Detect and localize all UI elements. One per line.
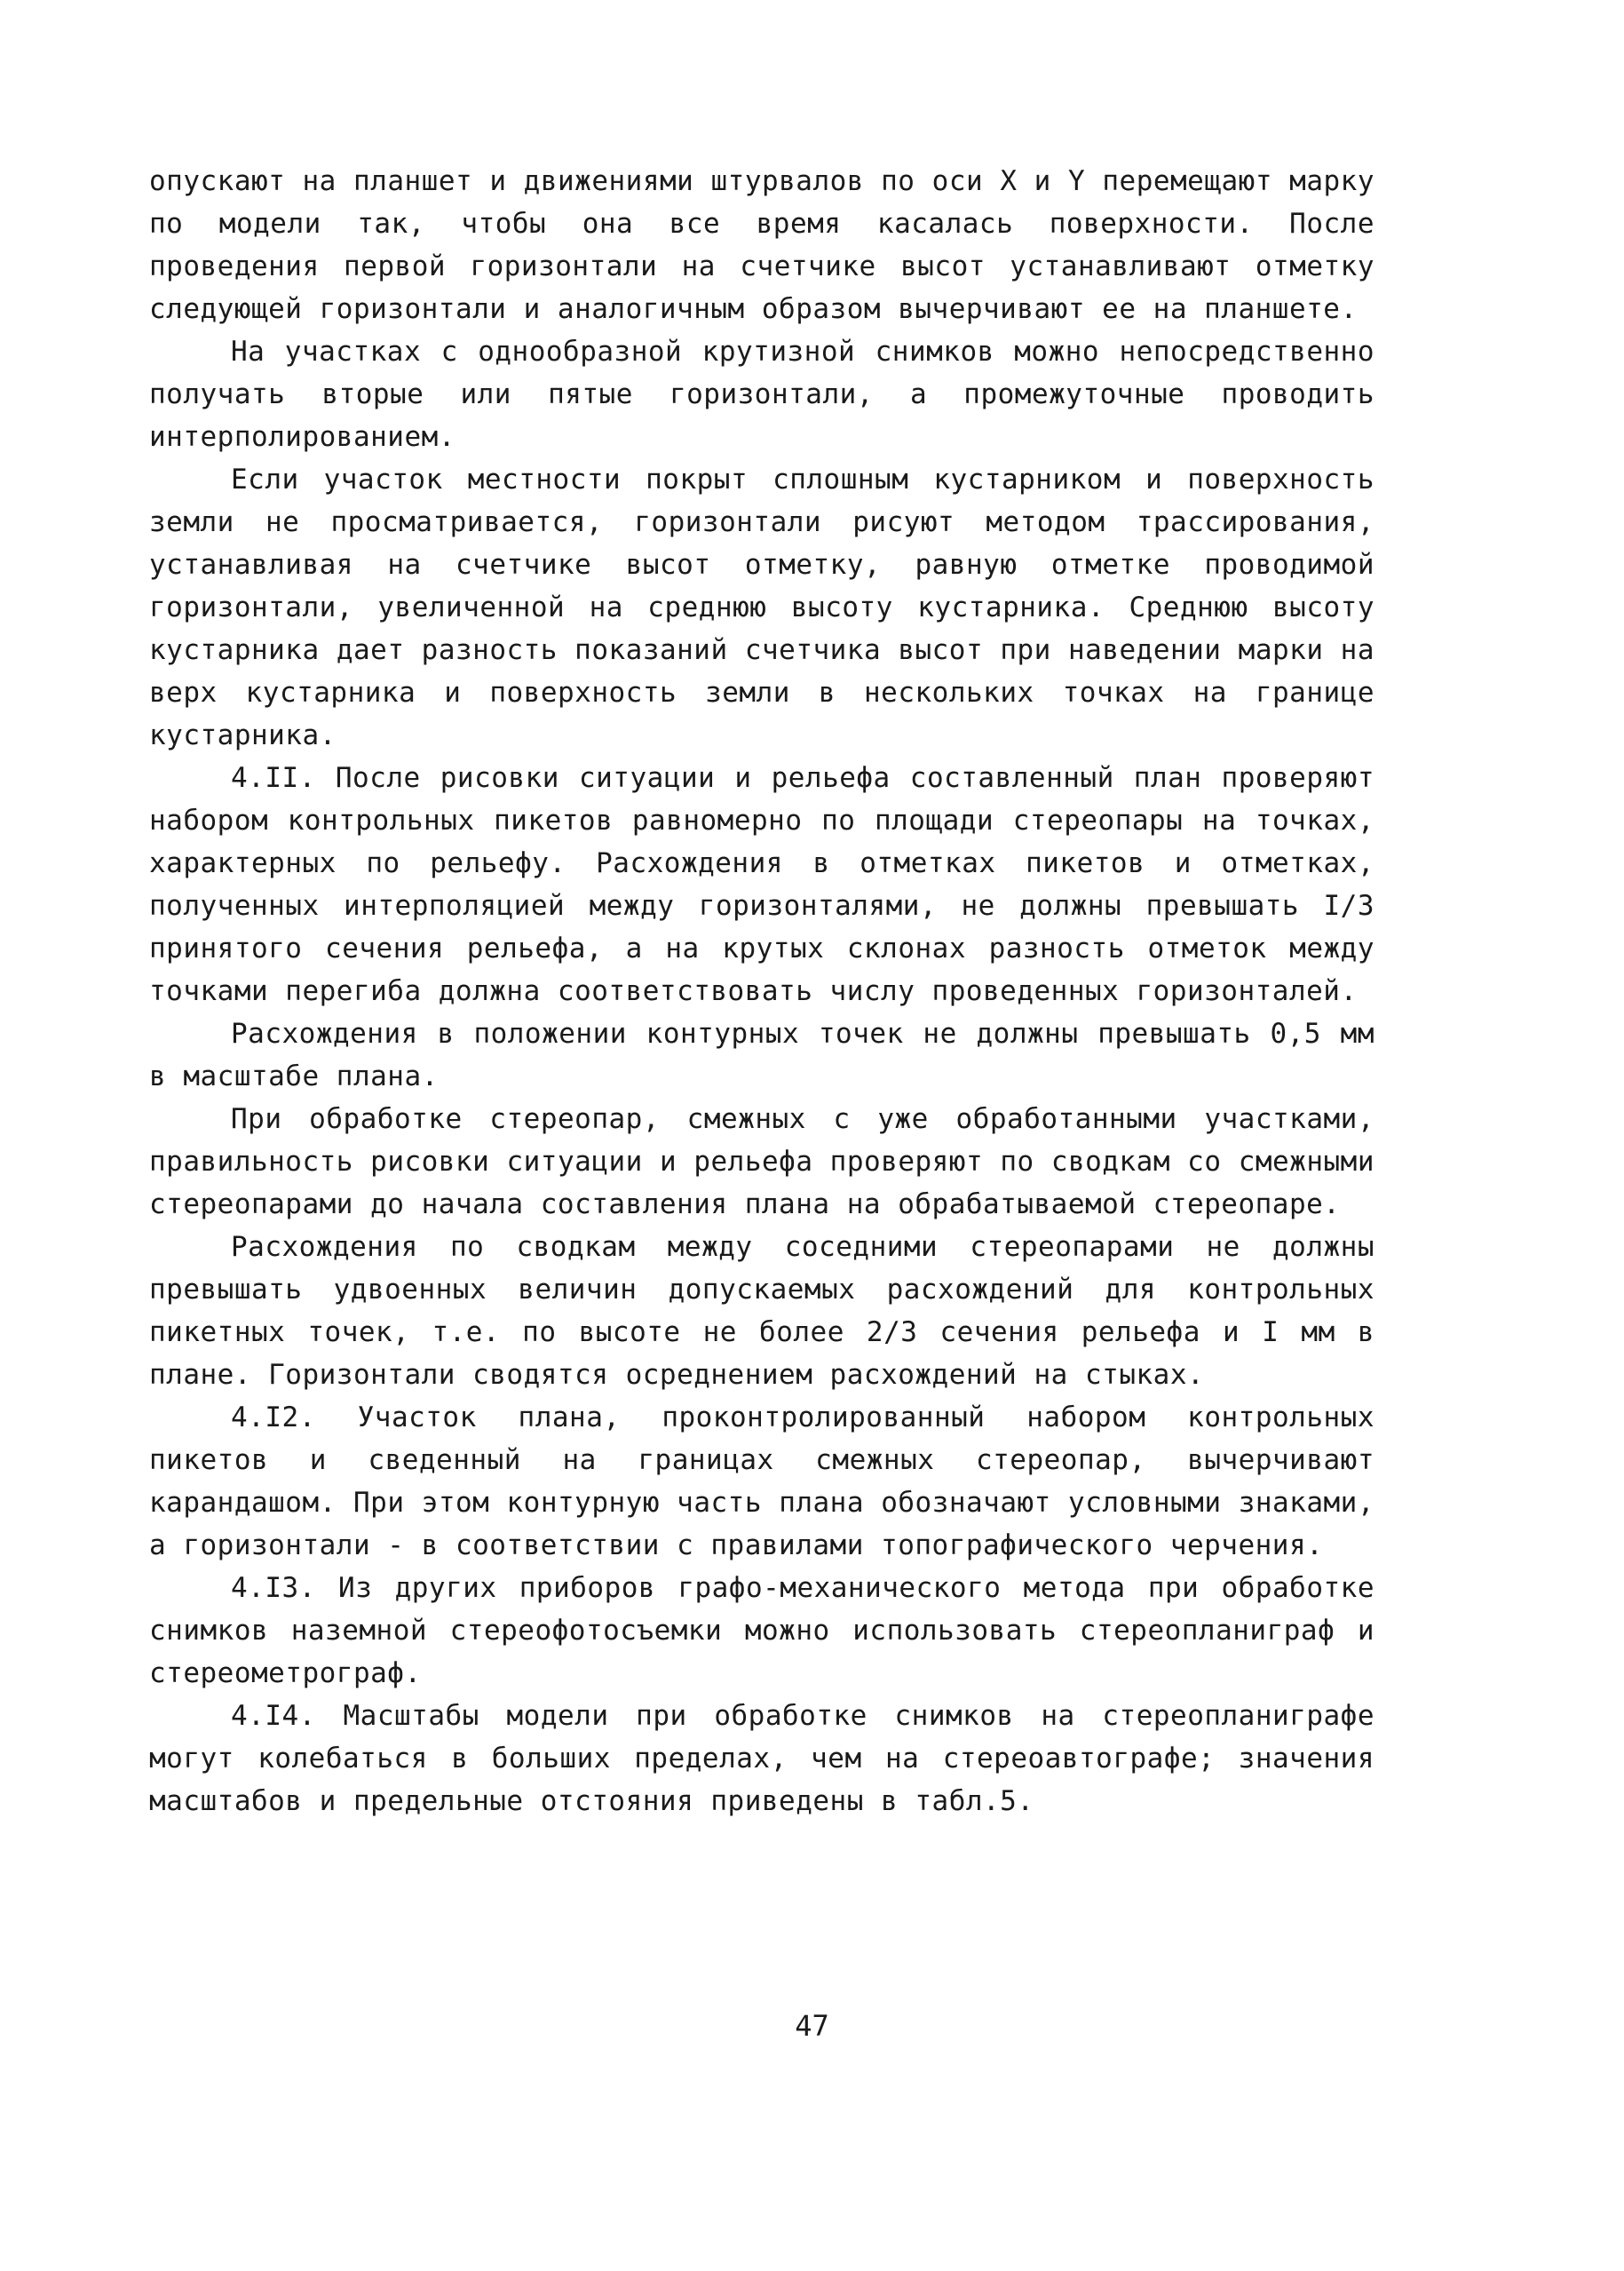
page-number: 47 bbox=[795, 2009, 829, 2043]
paragraph-section-4-13: 4.I3. Из других приборов графо-механического метода при обработке снимков наземной стереофотосъемки можно использовать стереопланиграф и стереометрограф. bbox=[149, 1572, 1374, 1689]
paragraph-section-4-14: 4.I4. Масштабы модели при обработке снимков на стереопланиграфе могут колебаться в больших пределах, чем на стереоавтографе; значения масштабов и предельные отстояния приведены в табл.5. bbox=[149, 1700, 1374, 1817]
paragraph-section-4-12: 4.I2. Участок плана, проконтролированный набором контрольных пикетов и сведенный на границах смежных стереопар, вычерчивают карандашом. При этом контурную часть плана обозначают условными знаками, а горизонтали - в соответствии с правилами топографического черчения. bbox=[149, 1402, 1374, 1561]
paragraph-section-4-11: 4.II. После рисовки ситуации и рельефа составленный план проверяют набором контрольных пикетов равномерно по площади стереопары на точках, характерных по рельефу. Расхождения в отметках пикетов и отметках, полученных интерполяцией между горизонталями, не должны превышать I/3 принятого сечения рельефа, а на крутых склонах разность отметок между точками перегиба должна соответствовать числу проведенных горизонталей. bbox=[149, 762, 1374, 1007]
body-text bbox=[149, 160, 1374, 1822]
paragraph-adjacent-stereopairs: При обработке стереопар, смежных с уже обработанными участками, правильность рисовки ситуации и рельефа проверяют по сводкам со смежными стереопарами до начала составления плана на обрабатываемой стереопаре. bbox=[149, 1103, 1374, 1220]
paragraph-contour-points: Расхождения в положении контурных точек не должны превышать 0,5 мм в масштабе плана. bbox=[149, 1018, 1374, 1092]
paragraph-continuation: опускают на планшет и движениями штурвалов по оси X и Y перемещают марку по модели так, чтобы она все время касалась поверхности. После проведения первой горизонтали на счетчике высот устанавливают отметку следующей горизонтали и аналогичным образом вычерчивают ее на планшете. bbox=[149, 165, 1374, 325]
paragraph-shrubs: Если участок местности покрыт сплошным кустарником и поверхность земли не просматривается, горизонтали рисуют методом трассирования, устанавливая на счетчике высот отметку, равную отметке проводимой горизонтали, увеличенной на среднюю высоту кустарника. Среднюю высоту кустарника дает разность показаний счетчика высот при наведении марки на верх кустарника и поверхность земли в нескольких точках на границе кустарника. bbox=[149, 464, 1374, 751]
paragraph-uniform-slopes: На участках с однообразной крутизной снимков можно непосредственно получать вторые или пятые горизонтали, а промежуточные проводить интерполированием. bbox=[149, 336, 1374, 453]
paragraph-discrepancies: Расхождения по сводкам между соседними стереопарами не должны превышать удвоенных величин допускаемых расхождений для контрольных пикетных точек, т.е. по высоте не более 2/3 сечения рельефа и I мм в плане. Горизонтали сводятся осреднением расхождений на стыках. bbox=[149, 1231, 1374, 1391]
